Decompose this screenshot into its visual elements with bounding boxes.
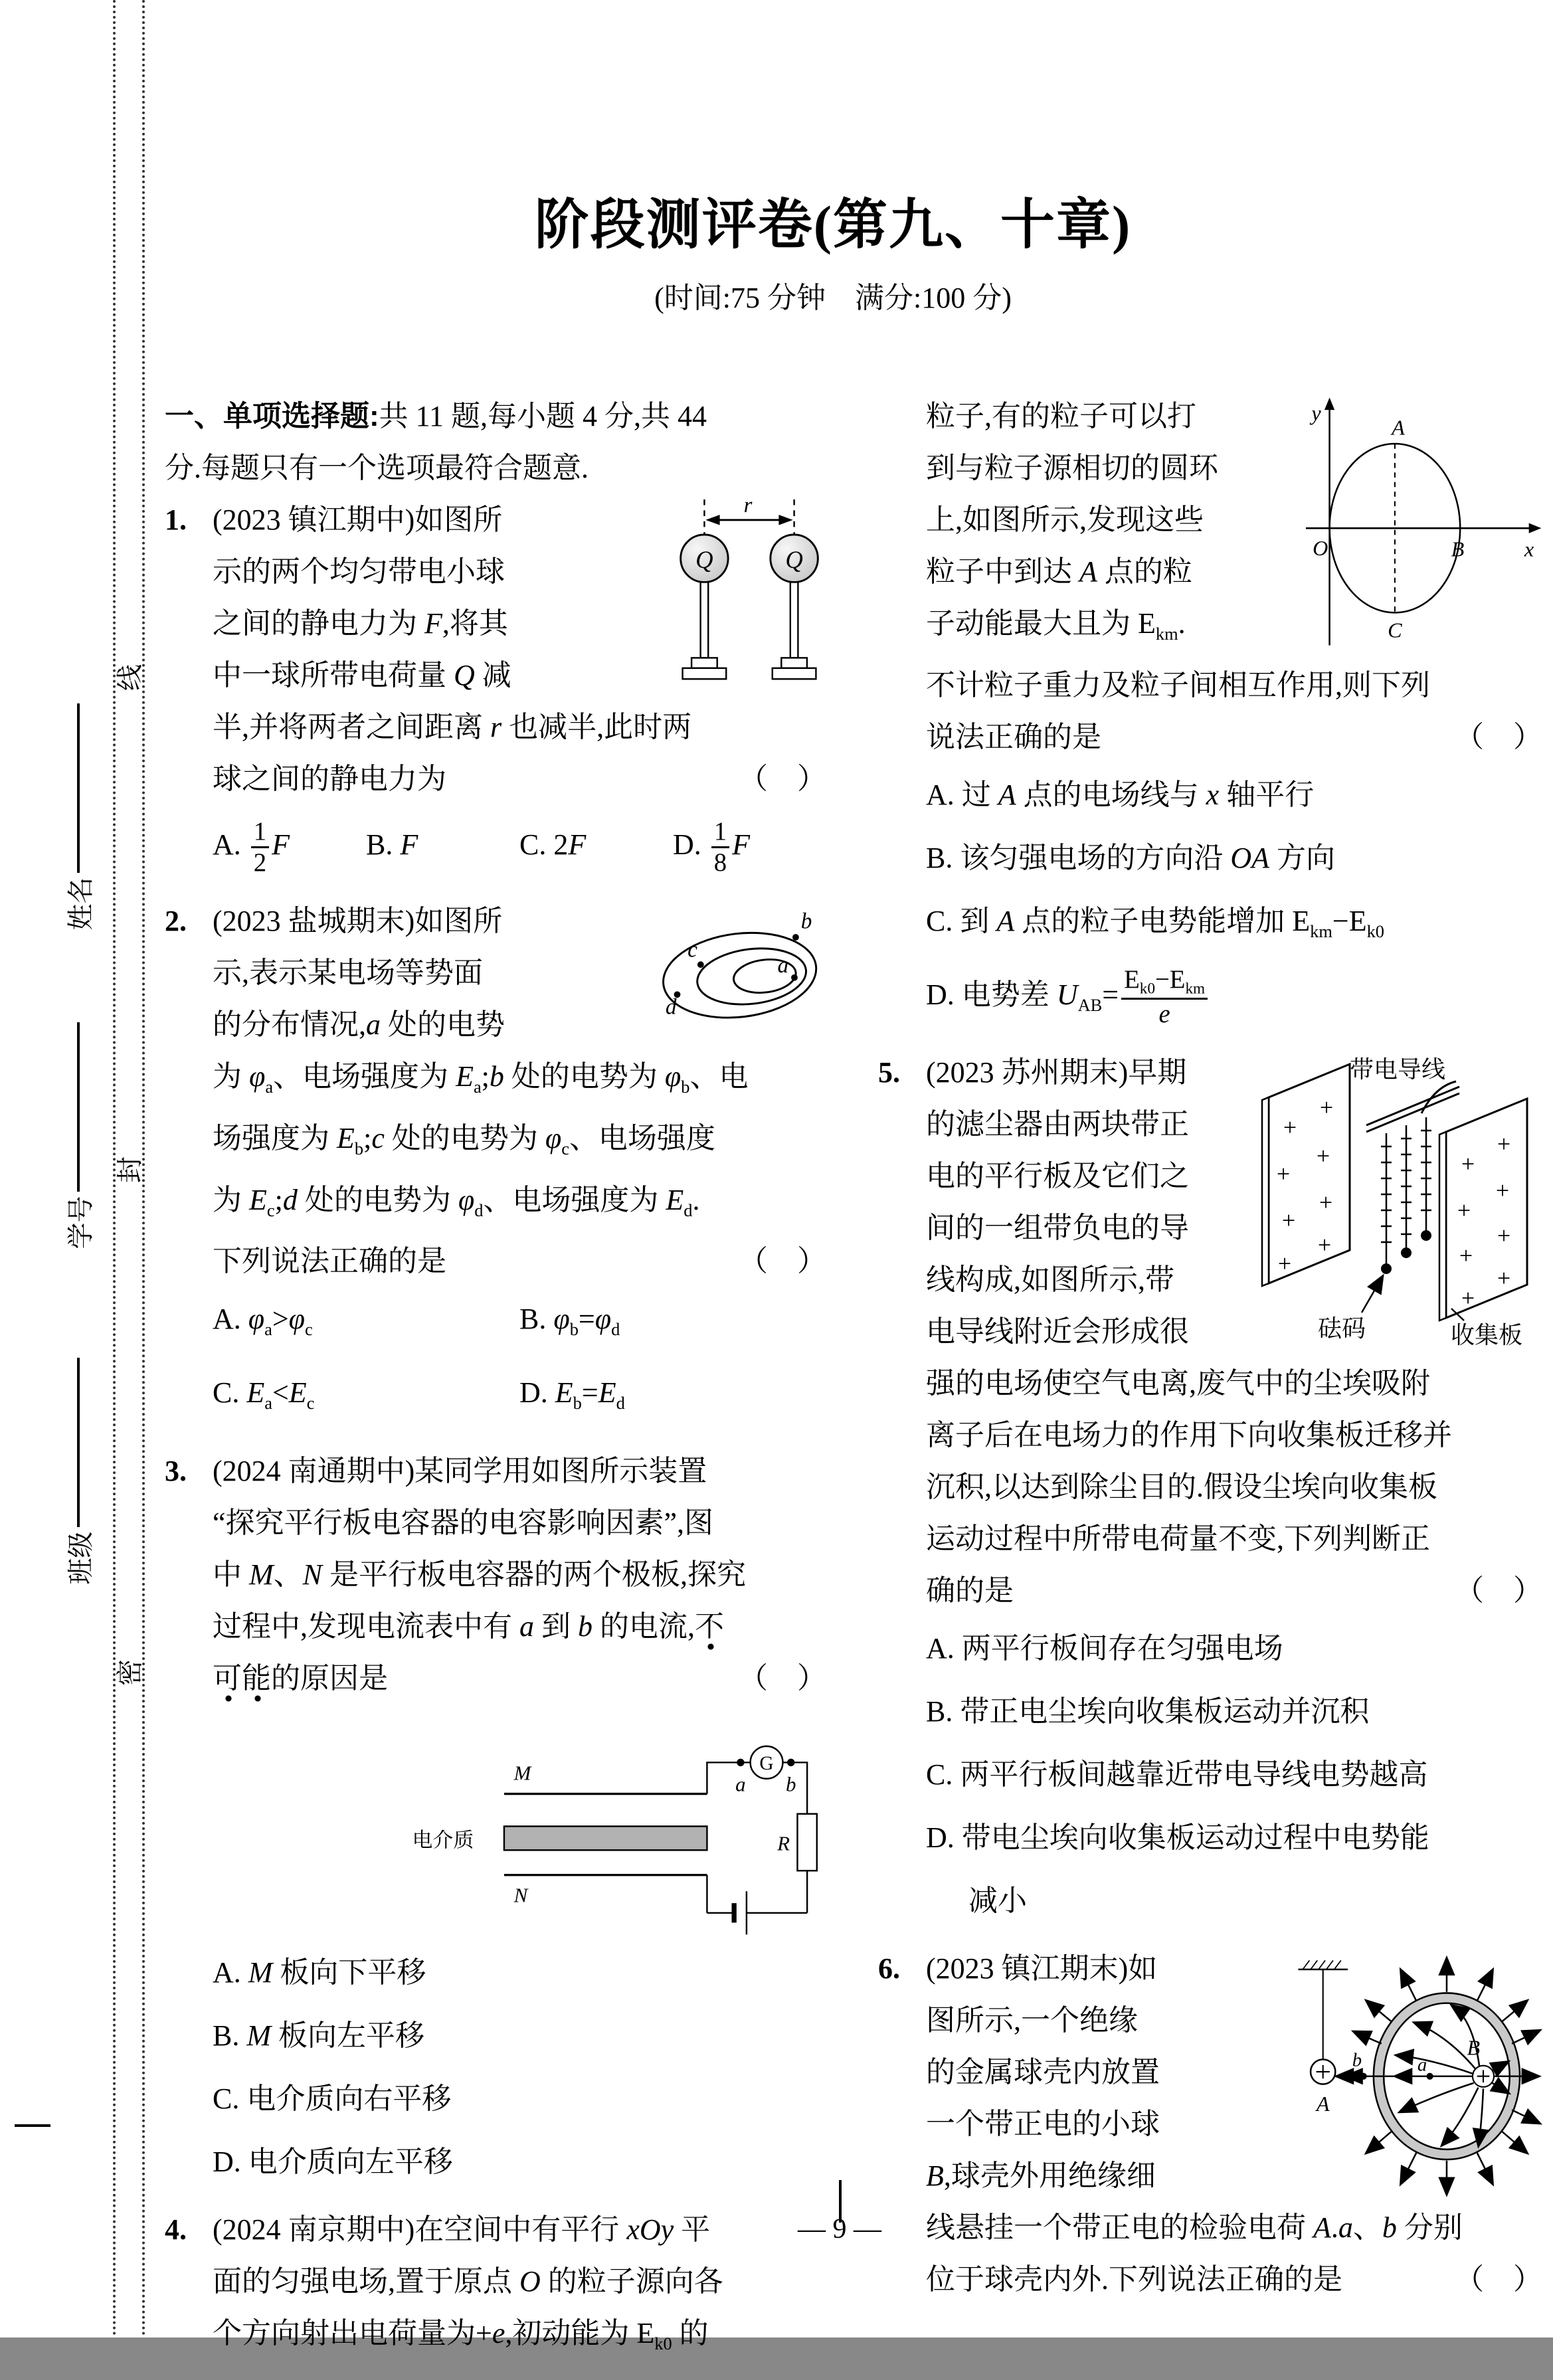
q5-stem-line: 电的平行板及它们之 <box>926 1160 1189 1193</box>
q4-stem-line: (2024 南京期中)在空间中有平行 xOy 平 <box>213 2213 711 2246</box>
q5-option: D. 带电尘埃向收集板运动过程中电势能 <box>926 1821 1429 1855</box>
q5-stem-line: 线构成,如图所示,带 <box>926 1263 1174 1297</box>
svg-text:+: + <box>1277 1250 1292 1277</box>
point-B-label: B <box>1451 537 1465 561</box>
q6-stem-line: 线悬挂一个带正电的检验电荷 A.a、b 分别 <box>926 2211 1463 2244</box>
svg-text:+: + <box>1497 1131 1511 1158</box>
q5-stem-line: 离子后在电场力的作用下向收集板迁移并 <box>926 1419 1452 1452</box>
right-plate <box>1439 1099 1527 1321</box>
q3-stem-line: “探究平行板电容器的电容影响因素”,图 <box>213 1506 714 1539</box>
class-blank-line <box>77 1358 80 1528</box>
q1-stem-line: 半,并将两者之间距离 r 也减半,此时两 <box>213 711 692 743</box>
question-6-stem <box>926 1943 1542 2306</box>
point-C-label: C <box>1388 618 1402 642</box>
plate-n-label: N <box>513 1883 528 1907</box>
question-4-number: 4. <box>165 2213 187 2246</box>
section-heading-bold: 一、单项选择题: <box>165 400 379 432</box>
point-c-label: c <box>687 937 697 962</box>
q3-option: A. M 板向下平移 <box>213 1956 426 1989</box>
question-5-stem <box>926 1047 1542 1617</box>
point-a-label: a <box>1417 2054 1427 2076</box>
seal-char-xian: 线 <box>114 664 145 691</box>
q1-option: B. F <box>366 828 418 861</box>
x-axis-label: x <box>1524 537 1534 561</box>
q6-stem-line: 位于球壳内外.下列说法正确的是 （ ） <box>926 2254 1542 2306</box>
answer-bracket: （ ） <box>1455 720 1542 753</box>
q2-option: C. $E_a<E_c$ <box>213 1376 315 1413</box>
arrow-right-icon <box>778 515 792 525</box>
svg-text:+: + <box>1319 1094 1334 1121</box>
q6-stem-line: (2023 镇江期末)如 <box>926 1952 1158 1985</box>
class-field: 班级 <box>62 1328 95 1614</box>
section-heading-line2: 分.每题只有一个选项最符合题意. <box>165 452 589 484</box>
student-id-field: 学号 <box>62 993 95 1279</box>
figure-q6-shell-field <box>1255 1947 1542 2200</box>
figure-q2-equipotentials <box>660 903 826 1037</box>
dielectric-slab <box>504 1826 707 1850</box>
arrow-left-icon <box>705 515 719 525</box>
dielectric-label: 电介质 <box>412 1828 474 1852</box>
q1-stem-line: 中一球所带电荷量 Q 减 <box>213 659 511 691</box>
svg-text:+: + <box>1283 1114 1297 1141</box>
question-2-stem <box>213 895 826 1287</box>
svg-text:Q: Q <box>785 546 803 574</box>
q2-stem-line: (2023 盐城期末)如图所 <box>213 905 503 937</box>
weight-dot <box>1381 1263 1392 1274</box>
q3-option: B. M 板向左平移 <box>213 2019 425 2052</box>
point-d-label: d <box>665 994 677 1020</box>
q5-option: A. 两平行板间存在匀强电场 <box>926 1632 1283 1665</box>
q4cont-stem-line: 粒子中到达 A 点的粒 <box>926 555 1192 588</box>
q4cont-stem-line: 不计粒子重力及粒子间相互作用,则下列 <box>926 668 1430 701</box>
q5-stem-line: (2023 苏州期末)早期 <box>926 1056 1187 1089</box>
charged-wire-label: 带电导线 <box>1350 1056 1446 1083</box>
question-1-stem <box>213 494 826 805</box>
q4cont-stem-line: 上,如图所示,发现这些 <box>926 503 1204 536</box>
answer-bracket: （ ） <box>739 1245 826 1278</box>
battery-icon <box>734 1891 747 1934</box>
weight-dot <box>1401 1247 1412 1258</box>
question-1-number: 1. <box>165 503 187 536</box>
q4-stem-line: 面的匀强电场,置于原点 O 的粒子源向各 <box>213 2264 723 2298</box>
q3-option: D. 电介质向左平移 <box>213 2145 453 2178</box>
question-2-number: 2. <box>165 905 187 937</box>
q5-option: B. 带正电尘埃向收集板运动并沉积 <box>926 1695 1370 1728</box>
hanging-test-charge <box>1298 1961 1348 2116</box>
fold-mark <box>15 2124 50 2127</box>
y-axis-label: y <box>1311 401 1321 425</box>
q5-stem-line: 的滤尘器由两块带正 <box>926 1108 1189 1141</box>
q5-stem-line: 确的是 （ ） <box>926 1565 1542 1617</box>
question-4-continuation <box>878 391 1542 1036</box>
q2-stem-line: 场强度为 $E_b;c$ 处的电势为 $\varphi_c$、电场强度 <box>213 1121 715 1158</box>
name-field: 姓名 <box>62 674 95 960</box>
point-b-label: b <box>800 909 812 934</box>
q4cont-option: C. 到 A 点的粒子电势能增加 $E_{km}-E_{k0}$ <box>926 904 1384 941</box>
q5-stem-line: 运动过程中所带电荷量不变,下列判断正 <box>926 1522 1430 1556</box>
svg-text:+: + <box>1497 1222 1511 1249</box>
q3-stem-line: (2024 南通期中)某同学用如图所示装置 <box>213 1454 707 1487</box>
question-3 <box>165 1445 826 2193</box>
svg-text:+: + <box>1281 1207 1296 1234</box>
figure-q1-charged-balls <box>672 494 826 702</box>
q2-option: B. $\varphi_b=\varphi_d$ <box>519 1303 620 1340</box>
page-subtitle: (时间:75 分钟 满分:100 分) <box>654 282 1012 314</box>
q6-stem-line: 的金属球壳内放置 <box>926 2056 1160 2089</box>
svg-text:+: + <box>1319 1189 1333 1216</box>
left-column <box>165 391 826 2380</box>
q5-stem-line: 电导线附近会形成很 <box>926 1315 1189 1348</box>
charged-ball-right <box>771 535 818 679</box>
svg-text:+: + <box>1317 1232 1332 1259</box>
charged-ball-left <box>681 535 728 679</box>
q2-stem-line: 示,表示某电场等势面 <box>213 957 483 989</box>
collector-plate-label: 收集板 <box>1451 1322 1523 1349</box>
question-3-options <box>213 1941 826 2193</box>
q5-option: C. 两平行板间越靠近带电导线电势越高 <box>926 1758 1428 1791</box>
charge-B-label: B <box>1467 2035 1481 2060</box>
q2-option: D. $E_b=E_d$ <box>519 1376 625 1413</box>
svg-text:+: + <box>1316 1143 1330 1170</box>
name-blank-line <box>77 704 80 873</box>
question-1-options <box>213 805 826 885</box>
page-number: — 9 — <box>798 2214 881 2244</box>
svg-text:+: + <box>1497 1265 1511 1292</box>
question-2 <box>165 895 826 1435</box>
question-3-number: 3. <box>165 1454 187 1487</box>
q1-option: D. $\frac{1}{8}$ F <box>673 816 751 877</box>
point-b-label: b <box>1352 2049 1362 2071</box>
distance-label: r <box>743 494 753 518</box>
terminal-b-label: b <box>785 1772 796 1796</box>
svg-text:+: + <box>1276 1160 1291 1188</box>
q3-stem-line: 可能的原因是 （ ） <box>213 1653 826 1704</box>
q3-stem-line: 过程中,发现电流表中有 a 到 b 的电流,不 <box>213 1601 826 1653</box>
q2-stem-line: 为 $\varphi_a$、电场强度为 $E_a;b$ 处的电势为 $\varphi_b$、电 <box>213 1060 749 1097</box>
q5-option: 减小 <box>968 1884 1027 1918</box>
origin-label: O <box>1313 535 1328 560</box>
charge-A-label: A <box>1316 2092 1330 2116</box>
q1-stem-line: (2023 镇江期中)如图所 <box>213 503 503 536</box>
question-2-options <box>213 1287 826 1435</box>
seal-char-mi: 密 <box>114 1659 145 1686</box>
q2-stem-line: 下列说法正确的是 （ ） <box>213 1236 826 1287</box>
svg-text:+: + <box>1459 1242 1473 1269</box>
question-3-stem <box>213 1445 826 1704</box>
section-heading-line1 <box>165 391 826 442</box>
svg-text:+: + <box>1457 1197 1471 1224</box>
q4cont-stem-line: 说法正确的是 （ ） <box>926 711 1542 763</box>
q4cont-option: B. 该匀强电场的方向沿 OA 方向 <box>926 841 1336 874</box>
figure-q5-dust-collector <box>1257 1052 1542 1348</box>
question-5-number: 5. <box>878 1056 900 1089</box>
q4-stem-line: 个方向射出电荷量为+e,初动能为 $E_{k0}$ 的 <box>213 2316 709 2353</box>
q4cont-option: A. 过 A 点的电场线与 x 轴平行 <box>926 778 1315 811</box>
q3-stem-line: 中 M、N 是平行板电容器的两个极板,探究 <box>213 1558 747 1591</box>
q1-stem-line: 示的两个均匀带电小球 <box>213 555 505 588</box>
question-4-options <box>926 763 1542 1037</box>
resistor-icon <box>797 1814 816 1871</box>
svg-text:Q: Q <box>695 546 713 574</box>
question-6 <box>878 1943 1542 2306</box>
q5-stem-line: 间的一组带负电的导 <box>926 1212 1189 1245</box>
q2-option: A. $\varphi_a>\varphi_c$ <box>213 1303 313 1340</box>
question-4cont-stem <box>926 391 1542 763</box>
section-heading-rest: 共 11 题,每小题 4 分,共 44 <box>379 400 707 432</box>
resistor-label: R <box>777 1831 790 1855</box>
question-6-number: 6. <box>878 1952 900 1985</box>
plate-m-label: M <box>513 1761 531 1785</box>
q1-option: A. $\frac{1}{2}$ F <box>213 816 290 877</box>
q5-stem-line: 沉积,以达到除尘目的.假设尘埃向收集板 <box>926 1471 1437 1504</box>
student-id-blank-line <box>77 1023 80 1192</box>
answer-bracket: （ ） <box>1455 1574 1542 1607</box>
q2-stem-line: 的分布情况,a 处的电势 <box>213 1008 505 1041</box>
answer-bracket: （ ） <box>739 1661 826 1694</box>
page-title: 阶段测评卷(第九、十章) <box>534 194 1132 255</box>
q4cont-option: D. 电势差 $U_{AB}=$ $\frac{E_{k0}-E_{km}}{e}$ <box>926 963 1542 1037</box>
point-A-label: A <box>1392 415 1405 440</box>
wire-support-bar <box>1366 1087 1459 1125</box>
q6-stem-line: 一个带正电的小球 <box>926 2108 1160 2141</box>
q1-stem-line: 之间的静电力为 F,将其 <box>213 607 508 640</box>
galvanometer-label: G <box>759 1752 774 1774</box>
charged-wires <box>1381 1117 1431 1263</box>
q6-stem-line: 图所示,一个绝缘 <box>926 2004 1138 2037</box>
q2-stem-line: 为 $E_c;d$ 处的电势为 $\varphi_d$、电场强度为 $E_d$. <box>213 1183 700 1220</box>
answer-bracket: （ ） <box>739 763 826 795</box>
question-1 <box>165 494 826 885</box>
svg-text:+: + <box>1461 1285 1475 1312</box>
left-plate <box>1262 1064 1350 1286</box>
q3-option: C. 电介质向右平移 <box>213 2082 452 2115</box>
q4cont-stem-line: 到与粒子源相切的圆环 <box>926 452 1218 484</box>
q5-stem-line: 强的电场使空气电离,废气中的尘埃吸附 <box>926 1367 1430 1400</box>
svg-text:+: + <box>1461 1150 1475 1178</box>
right-column <box>878 391 1542 2316</box>
answer-bracket: （ ） <box>1455 2263 1542 2296</box>
q6-stem-line: B,球壳外用绝缘细 <box>926 2159 1156 2193</box>
terminal-a-label: a <box>735 1772 746 1796</box>
q1-option: C. 2F <box>519 828 587 861</box>
figure-q4-circle-field <box>1295 392 1542 651</box>
q1-stem-line: 球之间的静电力为 （ ） <box>213 753 826 805</box>
q4cont-stem-line: 粒子,有的粒子可以打 <box>926 400 1196 432</box>
weight-label: 砝码 <box>1318 1315 1366 1342</box>
figure-q3-capacitor-circuit <box>412 1714 824 1936</box>
svg-text:+: + <box>1495 1177 1510 1204</box>
q4cont-stem-line: 子动能最大且为 $E_{km}$. <box>926 607 1186 644</box>
question-5-options <box>926 1617 1542 1932</box>
question-5 <box>878 1047 1542 1932</box>
point-a-label: a <box>777 953 789 978</box>
weight-dot <box>1421 1230 1431 1241</box>
seal-char-feng: 封 <box>114 1156 145 1183</box>
